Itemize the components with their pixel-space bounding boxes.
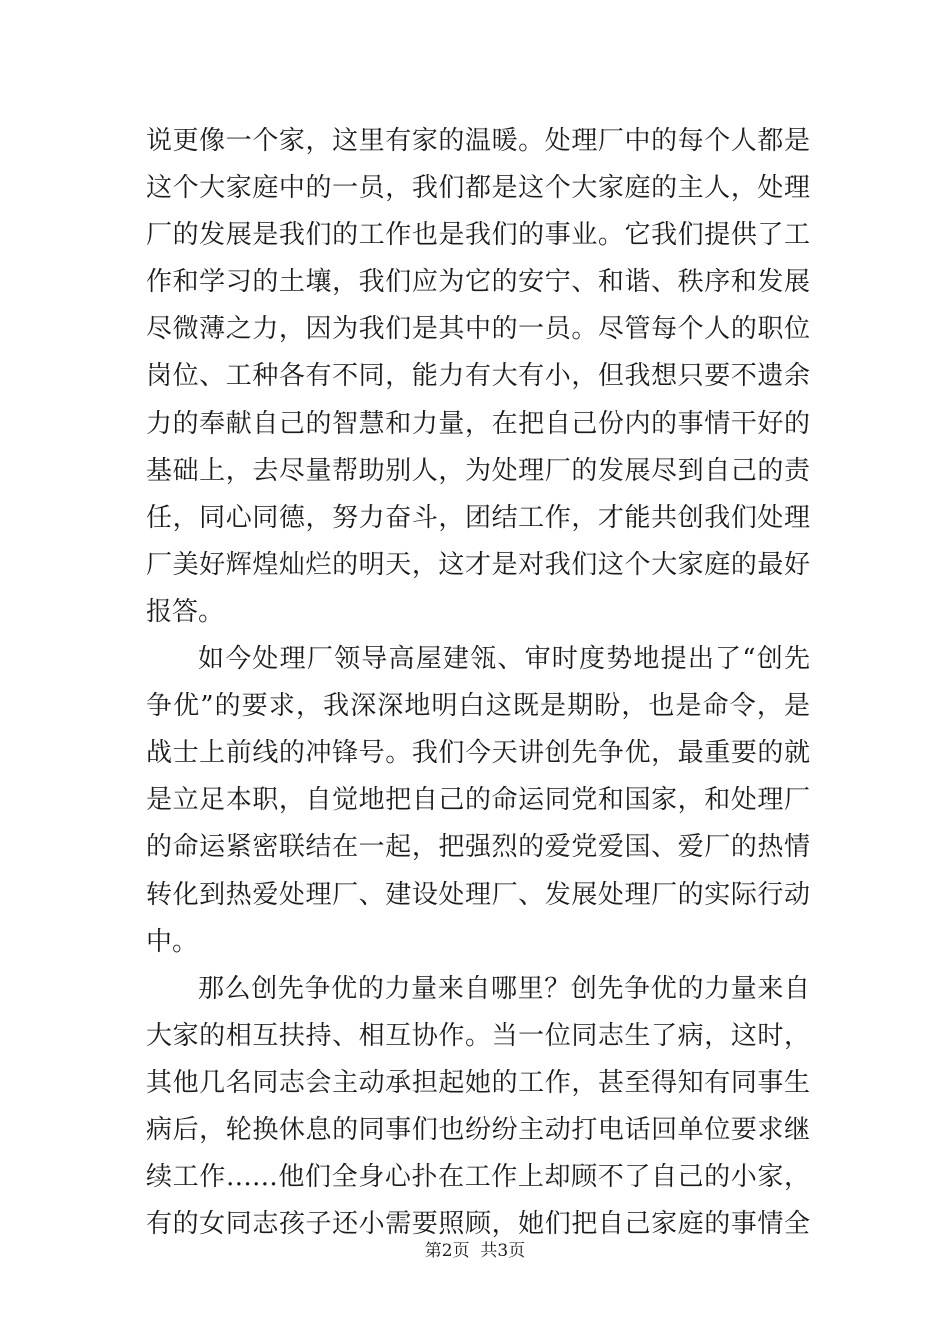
text-line: 厂的发展是我们的工作也是我们的事业。它我们提供了工 [146,220,810,251]
text-line: 厂美好辉煌灿烂的明天，这才是对我们这个大家庭的最好 [146,549,810,580]
text-line: 力的奉献自己的智慧和力量，在把自己份内的事情干好的 [146,408,810,439]
page-footer [0,1239,950,1263]
page-number: 第2页 [424,1241,470,1261]
text-line: 作和学习的土壤，我们应为它的安宁、和谐、秩序和发展 [146,267,810,298]
text-line: 说更像一个家，这里有家的温暖。处理厂中的每个人都是 [146,126,810,156]
text-line: 战士上前线的冲锋号。我们今天讲创先争优，最重要的就 [146,738,810,769]
text-line: 尽微薄之力，因为我们是其中的一员。尽管每个人的职位 [146,314,810,345]
text-line: 其他几名同志会主动承担起她的工作，甚至得知有同事生 [146,1067,810,1098]
page-total: 共3页 [480,1241,526,1261]
text-line: 任，同心同德，努力奋斗，团结工作，才能共创我们处理 [146,502,810,533]
text-line: 续工作……他们全身心扑在工作上却顾不了自己的小家， [146,1162,810,1193]
text-line: 这个大家庭中的一员，我们都是这个大家庭的主人，处理 [146,173,810,204]
text-line: 转化到热爱处理厂、建设处理厂、发展处理厂的实际行动 [146,879,810,910]
text-line: 病后，轮换休息的同事们也纷纷主动打电话回单位要求继 [146,1114,810,1145]
text-line: 基础上，去尽量帮助别人，为处理厂的发展尽到自己的责 [146,455,810,486]
text-line: 如今处理厂领导高屋建瓴、审时度势地提出了“创先 [198,644,810,675]
text-line: 报答。 [146,596,225,627]
text-line: 那么创先争优的力量来自哪里？创先争优的力量来自 [198,973,810,1004]
text-line: 中。 [146,926,199,957]
body-text [146,118,810,1248]
text-line: 是立足本职，自觉地把自己的命运同党和国家，和处理厂 [146,785,810,816]
text-line: 有的女同志孩子还小需要照顾，她们把自己家庭的事情全 [146,1209,810,1240]
text-line: 的命运紧密联结在一起，把强烈的爱党爱国、爱厂的热情 [146,832,810,863]
text-line: 争优”的要求，我深深地明白这既是期盼，也是命令，是 [146,691,810,722]
text-line: 大家的相互扶持、相互协作。当一位同志生了病，这时， [146,1020,810,1051]
text-line: 岗位、工种各有不同，能力有大有小，但我想只要不遗余 [146,361,810,392]
